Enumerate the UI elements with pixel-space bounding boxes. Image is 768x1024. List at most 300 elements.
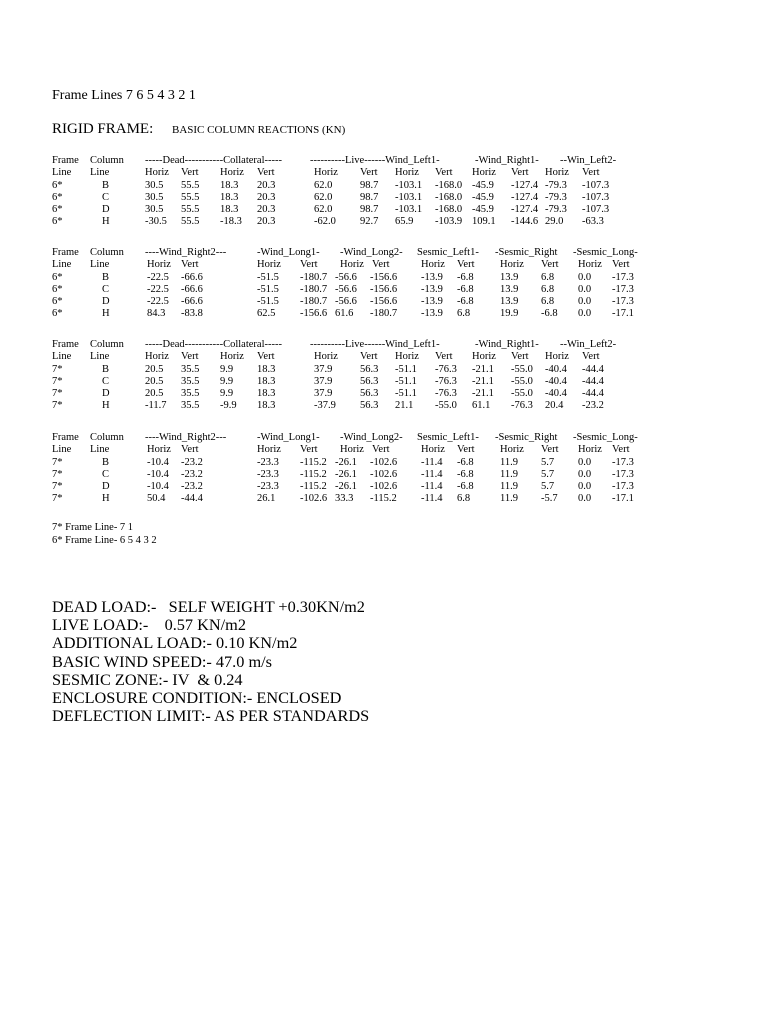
- table-cell: -26.1: [335, 468, 357, 480]
- column-header: Vert: [435, 167, 453, 179]
- column-header: Vert: [181, 351, 199, 363]
- table-cell: 0.0: [578, 468, 592, 480]
- table-row: [52, 469, 672, 481]
- table-cell: 11.9: [500, 468, 518, 480]
- column-header: Horiz: [340, 259, 364, 271]
- table-subheader-row: [52, 444, 672, 456]
- table-cell: 62.0: [314, 204, 333, 216]
- column-header: Horiz: [314, 167, 338, 179]
- table-cell: -23.3: [257, 468, 279, 480]
- column-header: Horiz: [500, 444, 524, 456]
- table-cell: C: [102, 375, 110, 387]
- table-cell: -45.9: [472, 204, 494, 216]
- column-group-header: Frame: [52, 432, 79, 443]
- table-cell: -6.8: [541, 308, 558, 320]
- column-group-header: Column: [90, 155, 124, 166]
- table-cell: -66.6: [181, 283, 203, 295]
- column-header: Vert: [435, 351, 453, 363]
- table-cell: 30.5: [145, 204, 164, 216]
- table-cell: -156.6: [370, 271, 398, 283]
- table-cell: -51.5: [257, 283, 279, 295]
- table-cell: 20.5: [145, 363, 164, 375]
- column-group-header: -Wind_Long1-: [257, 247, 320, 258]
- note-additional-load: ADDITIONAL LOAD:- 0.10 KN/m2: [52, 633, 298, 653]
- table-cell: 84.3: [147, 308, 166, 320]
- column-group-header: -Wind_Long2-: [340, 247, 403, 258]
- table-cell: C: [102, 283, 110, 295]
- column-header: Line: [90, 444, 110, 456]
- table-row: [52, 376, 672, 388]
- table-cell: -107.3: [582, 204, 610, 216]
- table-cell: -102.6: [370, 481, 398, 493]
- table-cell: 13.9: [500, 296, 519, 308]
- table-cell: -115.2: [300, 481, 327, 493]
- table-cell: H: [102, 400, 110, 412]
- table-cell: -168.0: [435, 191, 463, 203]
- table-cell: -56.6: [335, 283, 357, 295]
- table-cell: 0.0: [578, 308, 592, 320]
- table-cell: 37.9: [314, 388, 333, 400]
- table-cell: -22.5: [147, 271, 169, 283]
- table-cell: 20.5: [145, 375, 164, 387]
- table-cell: -51.1: [395, 375, 417, 387]
- table-subheader-row: [52, 259, 672, 271]
- table-cell: -11.4: [421, 468, 443, 480]
- column-group-header: -Sesmic_Long-: [573, 247, 638, 258]
- table-cell: 35.5: [181, 363, 200, 375]
- table-cell: -17.3: [612, 468, 634, 480]
- table-cell: -17.3: [612, 456, 634, 468]
- table-cell: -26.1: [335, 456, 357, 468]
- table-cell: B: [102, 456, 110, 468]
- column-header: Vert: [612, 259, 630, 271]
- note-enclosure: ENCLOSURE CONDITION:- ENCLOSED: [52, 688, 342, 708]
- table-cell: -13.9: [421, 308, 443, 320]
- column-header: Line: [90, 259, 110, 271]
- table-cell: -13.9: [421, 283, 443, 295]
- table-cell: -44.4: [582, 363, 604, 375]
- note-deflection: DEFLECTION LIMIT:- AS PER STANDARDS: [52, 706, 370, 726]
- table-cell: -51.5: [257, 296, 279, 308]
- table-cell: -21.1: [472, 388, 494, 400]
- column-header: Horiz: [421, 259, 445, 271]
- table-cell: -23.2: [181, 456, 203, 468]
- column-header: Vert: [511, 167, 529, 179]
- table-row: [52, 493, 672, 505]
- table-cell: 50.4: [147, 493, 166, 505]
- table-cell: -103.1: [395, 191, 423, 203]
- column-header: Horiz: [421, 444, 445, 456]
- column-group-header: -Wind_Long2-: [340, 432, 403, 443]
- table-cell: -62.0: [314, 216, 336, 228]
- reactions-table-4: [52, 432, 672, 506]
- table-cell: -180.7: [300, 271, 328, 283]
- reactions-table-3: [52, 339, 672, 413]
- table-cell: 56.3: [360, 388, 379, 400]
- table-cell: 11.9: [500, 481, 518, 493]
- table-cell: D: [102, 481, 110, 493]
- table-cell: -55.0: [511, 375, 533, 387]
- reactions-table-2: [52, 247, 672, 321]
- table-cell: -127.4: [511, 191, 539, 203]
- table-cell: 35.5: [181, 375, 200, 387]
- table-cell: 98.7: [360, 191, 379, 203]
- table-cell: 55.5: [181, 179, 200, 191]
- table-cell: -10.4: [147, 481, 169, 493]
- footnote-6: 6* Frame Line- 6 5 4 3 2: [52, 535, 157, 546]
- column-header: Horiz: [545, 351, 569, 363]
- table-cell: 6*: [52, 308, 63, 320]
- column-group-header: Sesmic_Left1-: [417, 247, 479, 258]
- column-header: Horiz: [545, 167, 569, 179]
- column-group-header: -Sesmic_Right: [495, 432, 558, 443]
- column-group-header: Frame: [52, 155, 79, 166]
- column-header: Horiz: [340, 444, 364, 456]
- table-cell: -11.4: [421, 481, 443, 493]
- table-row: [52, 192, 672, 204]
- table-row: [52, 308, 672, 320]
- table-cell: -21.1: [472, 363, 494, 375]
- table-cell: 6*: [52, 191, 63, 203]
- table-cell: -40.4: [545, 375, 567, 387]
- column-group-header: -Sesmic_Long-: [573, 432, 638, 443]
- column-group-header: Column: [90, 339, 124, 350]
- table-cell: -23.2: [181, 468, 203, 480]
- column-header: Vert: [257, 351, 275, 363]
- table-cell: -76.3: [511, 400, 533, 412]
- column-header: Horiz: [578, 259, 602, 271]
- table-row: [52, 180, 672, 192]
- column-group-header: Column: [90, 247, 124, 258]
- table-cell: 5.7: [541, 481, 555, 493]
- table-cell: -144.6: [511, 216, 539, 228]
- table-cell: -6.8: [457, 468, 474, 480]
- column-header: Horiz: [500, 259, 524, 271]
- table-cell: H: [102, 308, 110, 320]
- table-cell: 18.3: [257, 375, 276, 387]
- table-cell: 6.8: [457, 308, 471, 320]
- table-cell: 5.7: [541, 456, 555, 468]
- table-cell: -51.1: [395, 363, 417, 375]
- column-group-header: -----Dead-----------Collateral-----: [145, 339, 282, 350]
- table-cell: -45.9: [472, 191, 494, 203]
- table-cell: -66.6: [181, 271, 203, 283]
- table-header-row: [52, 155, 672, 167]
- table-cell: -103.1: [395, 179, 423, 191]
- table-cell: -168.0: [435, 179, 463, 191]
- table-cell: 6*: [52, 271, 63, 283]
- column-group-header: --Win_Left2-: [560, 339, 617, 350]
- table-header-row: [52, 339, 672, 351]
- table-cell: 18.3: [257, 363, 276, 375]
- table-cell: 29.0: [545, 216, 564, 228]
- column-header: Vert: [612, 444, 630, 456]
- table-cell: -45.9: [472, 179, 494, 191]
- table-cell: 18.3: [257, 400, 276, 412]
- table-cell: 18.3: [220, 204, 239, 216]
- column-header: Horiz: [578, 444, 602, 456]
- table-cell: -79.3: [545, 204, 567, 216]
- column-header: Horiz: [314, 351, 338, 363]
- table-cell: 19.9: [500, 308, 519, 320]
- table-cell: 55.5: [181, 191, 200, 203]
- table-cell: -11.4: [421, 493, 443, 505]
- table-cell: 20.3: [257, 204, 276, 216]
- table-cell: -115.2: [370, 493, 397, 505]
- table-cell: D: [102, 204, 110, 216]
- table-cell: -44.4: [181, 493, 203, 505]
- column-header: Horiz: [472, 351, 496, 363]
- table-cell: -107.3: [582, 179, 610, 191]
- table-cell: 26.1: [257, 493, 276, 505]
- table-cell: -51.5: [257, 271, 279, 283]
- note-dead-load: DEAD LOAD:- SELF WEIGHT +0.30KN/m2: [52, 597, 365, 616]
- table-cell: 0.0: [578, 481, 592, 493]
- table-cell: 20.5: [145, 388, 164, 400]
- table-cell: 18.3: [220, 179, 239, 191]
- table-cell: 9.9: [220, 363, 234, 375]
- table-cell: -79.3: [545, 179, 567, 191]
- table-cell: 56.3: [360, 375, 379, 387]
- table-cell: 0.0: [578, 493, 592, 505]
- table-cell: 21.1: [395, 400, 414, 412]
- note-seismic-zone: SESMIC ZONE:- IV & 0.24: [52, 669, 243, 689]
- table-cell: D: [102, 296, 110, 308]
- column-header: Vert: [300, 259, 318, 271]
- column-header: Horiz: [147, 259, 171, 271]
- table-cell: 9.9: [220, 388, 234, 400]
- reactions-subtitle: BASIC COLUMN REACTIONS (KN): [172, 124, 346, 136]
- table-cell: -79.3: [545, 191, 567, 203]
- table-cell: C: [102, 468, 110, 480]
- table-cell: 65.9: [395, 216, 414, 228]
- table-row: [52, 388, 672, 400]
- table-cell: 6.8: [541, 296, 555, 308]
- table-cell: -23.2: [582, 400, 604, 412]
- column-group-header: -Wind_Long1-: [257, 432, 320, 443]
- table-cell: -18.3: [220, 216, 242, 228]
- table-cell: -17.3: [612, 481, 634, 493]
- table-cell: 35.5: [181, 400, 200, 412]
- table-cell: -17.3: [612, 283, 634, 295]
- table-cell: 0.0: [578, 456, 592, 468]
- table-cell: -115.2: [300, 468, 327, 480]
- table-cell: -180.7: [300, 296, 328, 308]
- table-cell: 62.0: [314, 191, 333, 203]
- table-cell: 7*: [52, 400, 63, 412]
- column-header: Vert: [181, 259, 199, 271]
- column-header: Horiz: [220, 351, 244, 363]
- column-header: Vert: [181, 167, 199, 179]
- table-cell: 62.0: [314, 179, 333, 191]
- rigid-frame-label: RIGID FRAME:: [52, 121, 154, 137]
- table-cell: 55.5: [181, 204, 200, 216]
- column-header: Line: [52, 259, 72, 271]
- column-header: Vert: [300, 444, 318, 456]
- table-cell: -26.1: [335, 481, 357, 493]
- table-cell: 6.8: [541, 283, 555, 295]
- table-cell: -17.1: [612, 493, 634, 505]
- table-cell: 37.9: [314, 375, 333, 387]
- table-cell: 11.9: [500, 493, 518, 505]
- column-group-header: -Wind_Right1-: [475, 155, 539, 166]
- table-cell: 6*: [52, 283, 63, 295]
- table-cell: -40.4: [545, 388, 567, 400]
- table-cell: H: [102, 216, 110, 228]
- table-cell: 20.3: [257, 191, 276, 203]
- table-cell: -37.9: [314, 400, 336, 412]
- column-group-header: ----Wind_Right2---: [145, 432, 227, 443]
- table-cell: -17.3: [612, 296, 634, 308]
- column-header: Vert: [360, 351, 378, 363]
- column-header: Vert: [181, 444, 199, 456]
- table-row: [52, 204, 672, 216]
- table-cell: 98.7: [360, 179, 379, 191]
- table-cell: -76.3: [435, 375, 457, 387]
- column-header: Vert: [457, 444, 475, 456]
- table-cell: 61.6: [335, 308, 354, 320]
- table-header-row: [52, 432, 672, 444]
- table-cell: 61.1: [472, 400, 491, 412]
- table-cell: 7*: [52, 468, 63, 480]
- column-header: Horiz: [395, 167, 419, 179]
- column-header: Horiz: [220, 167, 244, 179]
- table-cell: -168.0: [435, 204, 463, 216]
- table-cell: -10.4: [147, 468, 169, 480]
- table-row: [52, 364, 672, 376]
- table-cell: B: [102, 363, 110, 375]
- column-header: Line: [90, 351, 110, 363]
- table-cell: -156.6: [370, 283, 398, 295]
- table-cell: -30.5: [145, 216, 167, 228]
- table-cell: -51.1: [395, 388, 417, 400]
- column-header: Line: [52, 444, 72, 456]
- table-cell: 7*: [52, 481, 63, 493]
- column-header: Vert: [582, 167, 600, 179]
- column-header: Line: [52, 351, 72, 363]
- table-cell: 0.0: [578, 296, 592, 308]
- table-cell: -103.9: [435, 216, 463, 228]
- table-cell: -17.1: [612, 308, 634, 320]
- table-cell: 0.0: [578, 283, 592, 295]
- column-group-header: -Wind_Right1-: [475, 339, 539, 350]
- table-cell: 13.9: [500, 271, 519, 283]
- table-cell: -5.7: [541, 493, 558, 505]
- column-header: Vert: [372, 259, 390, 271]
- table-cell: 37.9: [314, 363, 333, 375]
- table-cell: 56.3: [360, 363, 379, 375]
- table-cell: -23.2: [181, 481, 203, 493]
- table-cell: -180.7: [370, 308, 398, 320]
- table-cell: 9.9: [220, 375, 234, 387]
- table-cell: -107.3: [582, 191, 610, 203]
- table-cell: -55.0: [511, 363, 533, 375]
- table-cell: -76.3: [435, 388, 457, 400]
- table-cell: -115.2: [300, 456, 327, 468]
- table-cell: -23.3: [257, 456, 279, 468]
- column-group-header: Frame: [52, 339, 79, 350]
- table-cell: -103.1: [395, 204, 423, 216]
- table-cell: -6.8: [457, 296, 474, 308]
- table-cell: -13.9: [421, 296, 443, 308]
- table-cell: -56.6: [335, 296, 357, 308]
- table-cell: -56.6: [335, 271, 357, 283]
- table-cell: -17.3: [612, 271, 634, 283]
- table-cell: -102.6: [300, 493, 328, 505]
- table-cell: -11.7: [145, 400, 167, 412]
- table-cell: 35.5: [181, 388, 200, 400]
- note-wind-speed: BASIC WIND SPEED:- 47.0 m/s: [52, 651, 272, 671]
- table-row: [52, 284, 672, 296]
- table-cell: H: [102, 493, 110, 505]
- table-row: [52, 272, 672, 284]
- table-row: [52, 457, 672, 469]
- table-cell: -23.3: [257, 481, 279, 493]
- column-header: Vert: [582, 351, 600, 363]
- column-header: Vert: [511, 351, 529, 363]
- table-cell: -22.5: [147, 296, 169, 308]
- column-header: Horiz: [145, 351, 169, 363]
- table-cell: 6*: [52, 204, 63, 216]
- table-cell: -10.4: [147, 456, 169, 468]
- table-cell: 62.5: [257, 308, 276, 320]
- column-header: Vert: [360, 167, 378, 179]
- table-cell: -40.4: [545, 363, 567, 375]
- table-cell: 13.9: [500, 283, 519, 295]
- table-row: [52, 296, 672, 308]
- table-cell: 6*: [52, 179, 63, 191]
- table-cell: 6.8: [541, 271, 555, 283]
- table-cell: -127.4: [511, 204, 539, 216]
- table-cell: -21.1: [472, 375, 494, 387]
- table-cell: C: [102, 191, 110, 203]
- table-cell: B: [102, 179, 110, 191]
- column-group-header: Column: [90, 432, 124, 443]
- table-cell: -44.4: [582, 388, 604, 400]
- table-cell: -76.3: [435, 363, 457, 375]
- table-cell: -13.9: [421, 271, 443, 283]
- table-cell: 0.0: [578, 271, 592, 283]
- table-cell: 92.7: [360, 216, 379, 228]
- table-cell: -6.8: [457, 271, 474, 283]
- table-cell: 20.3: [257, 216, 276, 228]
- table-cell: D: [102, 388, 110, 400]
- table-cell: -83.8: [181, 308, 203, 320]
- table-cell: -6.8: [457, 481, 474, 493]
- table-cell: -55.0: [511, 388, 533, 400]
- column-header: Horiz: [395, 351, 419, 363]
- table-subheader-row: [52, 351, 672, 363]
- column-header: Horiz: [257, 259, 281, 271]
- column-group-header: Frame: [52, 247, 79, 258]
- table-cell: -63.3: [582, 216, 604, 228]
- note-live-load: LIVE LOAD:- 0.57 KN/m2: [52, 615, 246, 635]
- column-header: Horiz: [257, 444, 281, 456]
- table-cell: -180.7: [300, 283, 328, 295]
- table-cell: 30.5: [145, 191, 164, 203]
- table-cell: -22.5: [147, 283, 169, 295]
- table-cell: 55.5: [181, 216, 200, 228]
- column-header: Vert: [541, 259, 559, 271]
- table-cell: 18.3: [220, 191, 239, 203]
- column-header: Line: [90, 167, 110, 179]
- table-row: [52, 216, 672, 228]
- table-cell: 7*: [52, 456, 63, 468]
- column-header: Line: [52, 167, 72, 179]
- column-group-header: Sesmic_Left1-: [417, 432, 479, 443]
- table-header-row: [52, 247, 672, 259]
- table-cell: 5.7: [541, 468, 555, 480]
